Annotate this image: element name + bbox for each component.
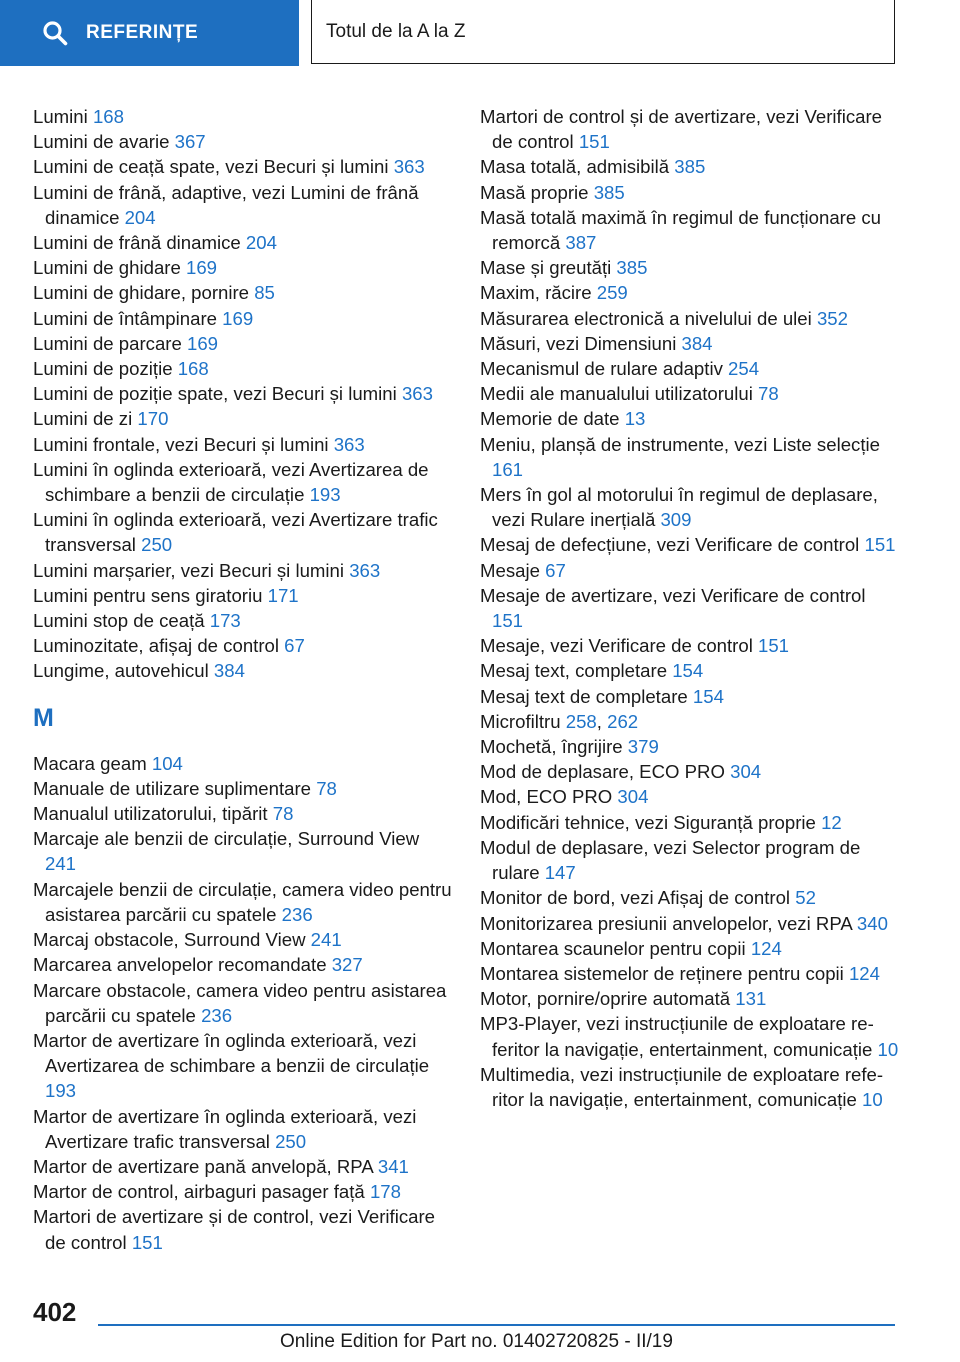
page-reference-link[interactable]: 173	[209, 610, 241, 632]
index-entry-text: Martor de avertizare în oglinda exterioară, vezi Avertizare trafic transversal	[33, 1105, 417, 1152]
index-entry-text: Martor de avertizare pană anvelopă, RPA	[33, 1155, 378, 1177]
index-entry-text: Maxim, răcire	[480, 282, 597, 304]
index-entry-text: Meniu, planșă de instrumente, vezi Liste selecție	[480, 433, 880, 455]
index-entry	[480, 986, 900, 1011]
page-reference-link[interactable]: 254	[728, 358, 760, 380]
page-reference-link[interactable]: 367	[174, 131, 206, 153]
referinte-tab[interactable]	[0, 0, 299, 66]
page-reference-link[interactable]: 204	[245, 232, 277, 254]
index-entry-text: Mesaj de defecțiune, vezi Verificare de control	[480, 534, 865, 556]
page-reference-link[interactable]: 250	[141, 534, 173, 556]
page-reference-link[interactable]: 340	[856, 912, 888, 934]
index-entry	[33, 558, 453, 583]
page-reference-link[interactable]: 169	[187, 332, 219, 354]
page-reference-link[interactable]: 151	[578, 131, 610, 153]
page-reference-link[interactable]: 385	[674, 156, 706, 178]
index-entry-text: Lumini de avarie	[33, 131, 175, 153]
index-list-m-entries	[33, 751, 453, 1255]
page-reference-link[interactable]: 352	[816, 307, 848, 329]
index-entry	[33, 230, 453, 255]
index-entry	[480, 280, 900, 305]
index-entry-text: Monitorizarea presiunii anvelopelor, vezi RPA	[480, 912, 857, 934]
index-entry-text: Martor de control, airbaguri pasager față	[33, 1181, 370, 1203]
index-entry	[480, 306, 900, 331]
index-entry	[480, 810, 900, 835]
index-entry	[480, 658, 900, 683]
page-reference-link[interactable]: 170	[137, 408, 169, 430]
index-entry-text: Marcaj obstacole, Surround View	[33, 929, 311, 951]
page-reference-link[interactable]: 258	[565, 710, 597, 732]
page-number: 402	[33, 1297, 77, 1327]
index-entry	[480, 835, 900, 885]
index-entry-text: Mod de deplasare, ECO PRO	[480, 761, 731, 783]
index-entry	[480, 911, 900, 936]
index-entry-text: Lungime, autovehicul	[33, 660, 214, 682]
page-reference-link[interactable]: 341	[377, 1155, 409, 1177]
index-entry	[480, 381, 900, 406]
index-entry-text: Masa totală, admisibilă	[480, 156, 675, 178]
index-entry	[33, 406, 453, 431]
index-entry-text: Mesaje	[480, 559, 546, 581]
page-reference-link[interactable]: 151	[492, 610, 524, 632]
page-reference-link[interactable]: 193	[45, 1080, 77, 1102]
page-reference-link[interactable]: 124	[750, 937, 782, 959]
index-entry	[33, 1154, 453, 1179]
index-entry-text: Modul de deplasare, vezi Selector program de rulare	[480, 836, 861, 884]
index-entry	[480, 885, 900, 910]
index-entry-text: Martor de avertizare în oglinda exterioară, vezi Avertizarea de schimbare a benzii de circulație	[33, 1029, 430, 1077]
index-entry-text: Martori de avertizare și de control, vezi Verificare de control	[33, 1206, 435, 1253]
index-entry-text: Lumini de poziție spate, vezi Becuri și lumini	[33, 383, 402, 405]
index-entry-text: Masă proprie	[480, 181, 594, 203]
index-entry	[480, 154, 900, 179]
index-entry	[33, 877, 453, 927]
index-entry	[480, 583, 900, 633]
page-reference-link[interactable]: 178	[369, 1181, 401, 1203]
index-entry-text: Medii ale manualului utilizatorului	[480, 383, 759, 405]
index-entry-text: Marcarea anvelopelor recomandate	[33, 954, 332, 976]
index-entry	[480, 255, 900, 280]
page-reference-link[interactable]: 78	[316, 777, 337, 799]
index-entry-text: Lumini frontale, vezi Becuri și lumini	[33, 433, 334, 455]
page-reference-link[interactable]: 169	[222, 307, 254, 329]
page-reference-link[interactable]: 161	[492, 458, 524, 480]
page-reference-link[interactable]: 241	[310, 929, 342, 951]
page-reference-link[interactable]: 387	[565, 232, 597, 254]
page-reference-link[interactable]: 12	[821, 811, 842, 833]
page-reference-link[interactable]: 379	[627, 736, 659, 758]
page-reference-link[interactable]: 384	[213, 660, 245, 682]
index-entry	[33, 583, 453, 608]
index-entry	[33, 180, 453, 230]
index-entry-text: Lumini de frână, adaptive, vezi Lumini de frână dinamice	[33, 181, 419, 228]
index-entry-text: Lumini de frână dinamice	[33, 232, 246, 254]
index-column-left	[33, 104, 453, 1255]
page-reference-link[interactable]: 67	[545, 559, 566, 581]
index-entry-text: Mesaj text, completare	[480, 660, 673, 682]
index-entry	[33, 129, 453, 154]
page-reference-link[interactable]: 236	[281, 903, 313, 925]
index-entry: Microfiltru 258, 262	[480, 710, 639, 732]
page-reference-link[interactable]: 304	[730, 761, 762, 783]
index-entry	[33, 658, 453, 683]
index-entry-text: Lumini de zi	[33, 408, 138, 430]
index-entry	[480, 356, 900, 381]
page-reference-link[interactable]: 171	[267, 584, 299, 606]
index-entry-text: Mers în gol al motorului în regimul de deplasare, vezi Rulare inerțială	[480, 484, 878, 531]
page-reference-link[interactable]: 384	[681, 332, 713, 354]
page-reference-link[interactable]: 236	[201, 1004, 233, 1026]
page-header	[0, 0, 960, 66]
index-entry-text: Mesaje de avertizare, vezi Verificare de control	[480, 584, 866, 606]
index-entry-text: Luminozitate, afișaj de control	[33, 635, 285, 657]
page-reference-link[interactable]: 147	[544, 862, 576, 884]
index-entry-text: Lumini de ghidare, pornire	[33, 282, 255, 304]
page-reference-link[interactable]: 10	[862, 1088, 883, 1110]
index-entry-text: Lumini de ceață spate, vezi Becuri și lumini	[33, 156, 394, 178]
page-reference-link[interactable]: 151	[864, 534, 896, 556]
page-reference-link[interactable]: 67	[284, 635, 305, 657]
index-list-l-entries	[33, 104, 453, 684]
page-reference-link[interactable]: 327	[331, 954, 363, 976]
index-entry-text: Mochetă, îngrijire	[480, 736, 628, 758]
index-entry-text: Lumini în oglinda exterioară, vezi Avertizare trafic transversal	[33, 509, 438, 556]
index-entry	[480, 205, 900, 255]
index-entry	[33, 331, 453, 356]
index-entry-text: Lumini marșarier, vezi Becuri și lumini	[33, 559, 350, 581]
index-entry	[33, 1028, 453, 1104]
index-entry	[480, 633, 900, 658]
page-reference-link[interactable]: 151	[758, 635, 790, 657]
index-entry-text: Măsurarea electronică a nivelului de ulei	[480, 307, 817, 329]
page-reference-link[interactable]: 385	[616, 257, 648, 279]
index-entry	[480, 1011, 900, 1061]
page-reference-link[interactable]: 104	[151, 752, 183, 774]
index-entry	[33, 826, 453, 876]
index-entry	[33, 104, 453, 129]
edition-text: Online Edition for Part no. 01402720825 - II/19	[280, 1331, 673, 1352]
index-entry-text: Mecanismul de rulare adaptiv	[480, 358, 729, 380]
index-entry-text: Montarea sistemelor de reținere pentru copii	[480, 962, 849, 984]
search-icon	[42, 20, 68, 46]
page-reference-link[interactable]: 131	[735, 988, 767, 1010]
index-entry-text: Marcajele benzii de circulație, camera video pentru asistarea parcării cu spatele	[33, 878, 452, 925]
index-entry	[480, 684, 900, 709]
page-reference-link[interactable]: 259	[596, 282, 628, 304]
index-entry-text: Modificări tehnice, vezi Siguranță proprie	[480, 811, 822, 833]
index-column-right	[480, 104, 900, 1112]
index-entry	[33, 801, 453, 826]
index-entry-text: Microfiltru	[480, 710, 566, 732]
page-reference-link[interactable]: 309	[660, 509, 692, 531]
index-entry	[480, 558, 900, 583]
index-entry	[33, 280, 453, 305]
page-reference-link[interactable]: 78	[758, 383, 779, 405]
page-reference-link[interactable]: 13	[624, 408, 646, 430]
page-reference-link[interactable]: 363	[349, 559, 381, 581]
index-entry	[33, 432, 453, 457]
index-entry-text: Marcare obstacole, camera video pentru asistarea parcării cu spatele	[33, 979, 447, 1026]
index-entry	[480, 759, 900, 784]
index-entry-text: Lumini de parcare	[33, 332, 187, 354]
page-reference-link[interactable]: 363	[333, 433, 365, 455]
page-reference-link[interactable]: 241	[45, 853, 77, 875]
index-entry-text: Manuale de utilizare suplimentare	[33, 777, 317, 799]
index-entry	[480, 406, 900, 431]
index-entry-text: Lumini stop de ceață	[33, 610, 210, 632]
page-reference-link[interactable]: 151	[131, 1231, 163, 1253]
index-entry-text: Lumini de întâmpinare	[33, 307, 223, 329]
page-reference-link[interactable]: 10	[877, 1038, 899, 1060]
index-entry	[33, 507, 453, 557]
page-reference-link[interactable]: 52	[795, 887, 816, 909]
page-reference-link[interactable]: 78	[272, 803, 294, 825]
index-entry	[480, 180, 900, 205]
index-entry-text: Manualul utilizatorului, tipărit	[33, 803, 273, 825]
index-entry-text: Martori de control și de avertizare, vezi Verificare de control	[480, 106, 882, 153]
index-entry-text: MP3-Player, vezi instrucțiunile de exploatare referitor la navigație, entertainment, comunicație	[480, 1013, 878, 1060]
page-reference-link[interactable]: 168	[177, 358, 209, 380]
page-reference-link[interactable]: 363	[401, 383, 433, 405]
index-entry-text: Lumini în oglinda exterioară, vezi Avertizarea de schimbare a benzii de circulație	[33, 458, 429, 506]
index-entry	[480, 734, 900, 759]
referinte-label: REFERINȚE	[86, 22, 199, 43]
page-reference-link[interactable]: 363	[393, 156, 425, 178]
index-entry	[33, 1104, 453, 1154]
index-entry	[480, 1062, 900, 1112]
index-entry	[33, 751, 453, 776]
page-reference-link[interactable]: 385	[593, 181, 625, 203]
page-reference-link[interactable]: 169	[185, 257, 218, 279]
page-reference-link[interactable]: 85	[254, 282, 275, 304]
page-reference-link[interactable]: 168	[92, 106, 124, 127]
page-reference-link[interactable]: 250	[275, 1130, 307, 1152]
index-entry	[480, 532, 900, 557]
index-entry	[480, 331, 900, 356]
index-entry	[480, 482, 900, 532]
page-reference-link[interactable]: 154	[672, 660, 704, 682]
index-entry	[33, 952, 453, 977]
index-entry	[480, 432, 900, 482]
page-reference-link[interactable]: 124	[848, 962, 880, 984]
index-entry-text: Lumini	[33, 106, 93, 127]
index-entry	[33, 608, 453, 633]
index-entry-text: Macara geam	[33, 752, 152, 774]
index-entry-text: Marcaje ale benzii de circulație, Surround View	[33, 828, 420, 850]
index-entry-text: Măsuri, vezi Dimensiuni	[480, 332, 682, 354]
index-entry-text: Memorie de date	[480, 408, 625, 430]
index-entry	[33, 356, 453, 381]
index-entry-text: Mesaje, vezi Verificare de control	[480, 635, 758, 657]
index-entry-text: Mod, ECO PRO	[480, 786, 618, 808]
index-entry	[33, 255, 453, 280]
index-list-m-entries-continued	[480, 104, 900, 1112]
index-entry-text: Lumini de ghidare	[33, 257, 186, 279]
page-reference-link[interactable]: 154	[692, 685, 724, 707]
index-entry	[480, 784, 900, 809]
index-entry-text: Mase și greutăți	[480, 257, 617, 279]
page-reference-link[interactable]: 304	[617, 786, 649, 808]
index-entry	[33, 457, 453, 507]
page-reference-link[interactable]: 262	[607, 710, 639, 732]
index-entry	[33, 306, 453, 331]
index-entry	[33, 978, 453, 1028]
section-title-tab[interactable]	[311, 0, 895, 64]
index-entry-text: Motor, pornire/oprire automată	[480, 988, 736, 1010]
footer-divider	[98, 1324, 895, 1326]
index-entry	[33, 1179, 453, 1204]
index-entry	[33, 927, 453, 952]
index-entry	[33, 633, 453, 658]
index-entry	[480, 936, 900, 961]
index-entry	[33, 1204, 453, 1254]
index-entry-text: Multimedia, vezi instrucțiunile de exploatare referitor la navigație, entertainment, comunicație	[480, 1063, 884, 1110]
index-entry-text: Monitor de bord, vezi Afișaj de control	[480, 887, 796, 909]
index-entry-text: Montarea scaunelor pentru copii	[480, 937, 751, 959]
index-entry	[480, 961, 900, 986]
index-entry	[480, 104, 900, 154]
page-reference-link[interactable]: 193	[309, 484, 341, 506]
page-reference-link[interactable]: 204	[124, 206, 156, 228]
index-entry-text: Lumini de poziție	[33, 358, 178, 380]
section-letter-m: M	[33, 703, 54, 732]
index-entry	[33, 154, 453, 179]
index-entry	[33, 381, 453, 406]
index-entry	[33, 776, 453, 801]
section-title: Totul de la A la Z	[326, 20, 466, 42]
index-entry-text: Masă totală maximă în regimul de funcționare cu remorcă	[480, 206, 881, 254]
index-entry-text: Lumini pentru sens giratoriu	[33, 584, 268, 606]
index-entry-text: Mesaj text de completare	[480, 685, 693, 707]
